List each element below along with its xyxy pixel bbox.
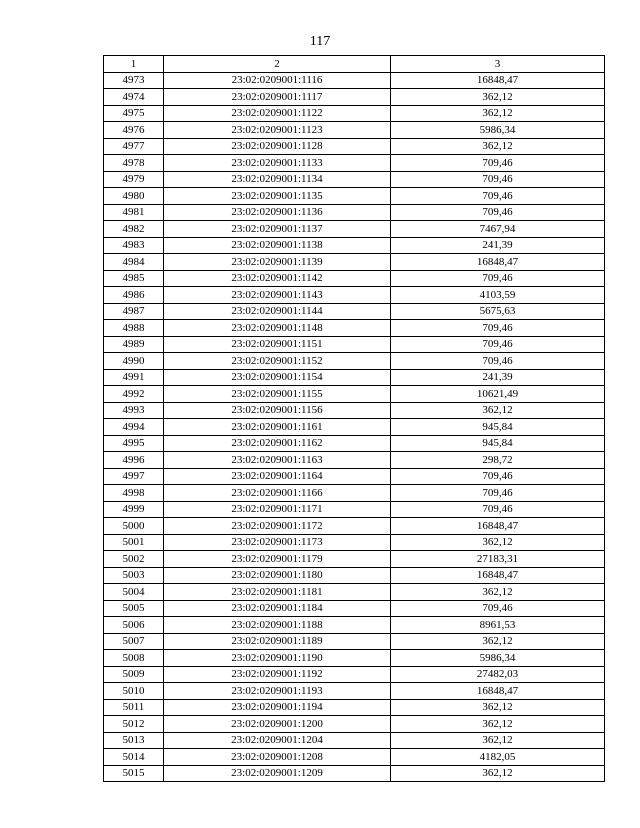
- cadastral-number-cell: 23:02:0209001:1133: [164, 155, 391, 172]
- page-number: 117: [309, 34, 331, 49]
- row-number-cell: 5013: [104, 732, 164, 749]
- table-row: [104, 732, 605, 749]
- cadastral-number-cell: 23:02:0209001:1137: [164, 221, 391, 238]
- row-number-cell: 4981: [104, 204, 164, 221]
- cadastral-number-cell: 23:02:0209001:1152: [164, 353, 391, 370]
- value-cell: 362,12: [391, 716, 605, 733]
- row-number-cell: 5002: [104, 551, 164, 568]
- value-cell: 709,46: [391, 600, 605, 617]
- cadastral-number-cell: 23:02:0209001:1139: [164, 254, 391, 271]
- table-row: [104, 501, 605, 518]
- cadastral-number-cell: 23:02:0209001:1135: [164, 188, 391, 205]
- value-cell: 4103,59: [391, 287, 605, 304]
- row-number-cell: 4984: [104, 254, 164, 271]
- value-cell: 5986,34: [391, 650, 605, 667]
- table-row: [104, 386, 605, 403]
- row-number-cell: 4973: [104, 72, 164, 89]
- row-number-cell: 5009: [104, 666, 164, 683]
- cadastral-number-cell: 23:02:0209001:1173: [164, 534, 391, 551]
- cadastral-number-cell: 23:02:0209001:1188: [164, 617, 391, 634]
- row-number-cell: 5015: [104, 765, 164, 782]
- row-number-cell: 5008: [104, 650, 164, 667]
- cadastral-number-cell: 23:02:0209001:1171: [164, 501, 391, 518]
- table-row: [104, 650, 605, 667]
- row-number-cell: 5011: [104, 699, 164, 716]
- table-row: [104, 699, 605, 716]
- table-row: [104, 468, 605, 485]
- column-header-2: 2: [164, 56, 391, 73]
- table-row: [104, 419, 605, 436]
- row-number-cell: 4994: [104, 419, 164, 436]
- value-cell: 16848,47: [391, 518, 605, 535]
- table-row: [104, 617, 605, 634]
- row-number-cell: 4988: [104, 320, 164, 337]
- value-cell: 709,46: [391, 320, 605, 337]
- row-number-cell: 4982: [104, 221, 164, 238]
- cadastral-number-cell: 23:02:0209001:1117: [164, 89, 391, 106]
- cadastral-number-cell: 23:02:0209001:1204: [164, 732, 391, 749]
- row-number-cell: 5007: [104, 633, 164, 650]
- cadastral-number-cell: 23:02:0209001:1116: [164, 72, 391, 89]
- column-header-1: 1: [104, 56, 164, 73]
- row-number-cell: 5010: [104, 683, 164, 700]
- cadastral-number-cell: 23:02:0209001:1162: [164, 435, 391, 452]
- row-number-cell: 4996: [104, 452, 164, 469]
- cadastral-number-cell: 23:02:0209001:1136: [164, 204, 391, 221]
- cadastral-number-cell: 23:02:0209001:1122: [164, 105, 391, 122]
- table-row: [104, 122, 605, 139]
- row-number-cell: 4997: [104, 468, 164, 485]
- table-row: [104, 204, 605, 221]
- row-number-cell: 4991: [104, 369, 164, 386]
- row-number-cell: 4990: [104, 353, 164, 370]
- row-number-cell: 5003: [104, 567, 164, 584]
- table-row: [104, 369, 605, 386]
- cadastral-number-cell: 23:02:0209001:1181: [164, 584, 391, 601]
- row-number-cell: 4976: [104, 122, 164, 139]
- table-row: [104, 188, 605, 205]
- table-row: [104, 683, 605, 700]
- table-row: [104, 138, 605, 155]
- table-row: [104, 633, 605, 650]
- value-cell: 945,84: [391, 419, 605, 436]
- value-cell: 27183,31: [391, 551, 605, 568]
- value-cell: 10621,49: [391, 386, 605, 403]
- cadastral-number-cell: 23:02:0209001:1123: [164, 122, 391, 139]
- cadastral-number-cell: 23:02:0209001:1180: [164, 567, 391, 584]
- row-number-cell: 4975: [104, 105, 164, 122]
- value-cell: 16848,47: [391, 567, 605, 584]
- value-cell: 241,39: [391, 237, 605, 254]
- table-row: [104, 353, 605, 370]
- cadastral-number-cell: 23:02:0209001:1144: [164, 303, 391, 320]
- value-cell: 362,12: [391, 138, 605, 155]
- table-row: [104, 716, 605, 733]
- cadastral-number-cell: 23:02:0209001:1200: [164, 716, 391, 733]
- table-row: [104, 402, 605, 419]
- row-number-cell: 5001: [104, 534, 164, 551]
- cadastral-number-cell: 23:02:0209001:1164: [164, 468, 391, 485]
- table-row: [104, 336, 605, 353]
- value-cell: 709,46: [391, 171, 605, 188]
- value-cell: 709,46: [391, 353, 605, 370]
- row-number-cell: 4980: [104, 188, 164, 205]
- value-cell: 709,46: [391, 336, 605, 353]
- cadastral-number-cell: 23:02:0209001:1143: [164, 287, 391, 304]
- cadastral-number-cell: 23:02:0209001:1155: [164, 386, 391, 403]
- cadastral-number-cell: 23:02:0209001:1166: [164, 485, 391, 502]
- cadastral-number-cell: 23:02:0209001:1156: [164, 402, 391, 419]
- cadastral-number-cell: 23:02:0209001:1128: [164, 138, 391, 155]
- value-cell: 709,46: [391, 485, 605, 502]
- cadastral-number-cell: 23:02:0209001:1163: [164, 452, 391, 469]
- table-row: [104, 584, 605, 601]
- column-header-3: 3: [391, 56, 605, 73]
- row-number-cell: 5012: [104, 716, 164, 733]
- value-cell: 362,12: [391, 633, 605, 650]
- row-number-cell: 4974: [104, 89, 164, 106]
- value-cell: 27482,03: [391, 666, 605, 683]
- value-cell: 362,12: [391, 89, 605, 106]
- value-cell: 4182,05: [391, 749, 605, 766]
- table-row: [104, 551, 605, 568]
- value-cell: 709,46: [391, 204, 605, 221]
- table-row: [104, 749, 605, 766]
- table-row: [104, 89, 605, 106]
- value-cell: 5986,34: [391, 122, 605, 139]
- table-row: [104, 666, 605, 683]
- table-row: [104, 72, 605, 89]
- value-cell: 709,46: [391, 188, 605, 205]
- table-row: [104, 171, 605, 188]
- cadastral-number-cell: 23:02:0209001:1209: [164, 765, 391, 782]
- table-row: [104, 105, 605, 122]
- value-cell: 7467,94: [391, 221, 605, 238]
- value-cell: 5675,63: [391, 303, 605, 320]
- row-number-cell: 5005: [104, 600, 164, 617]
- cadastral-number-cell: 23:02:0209001:1161: [164, 419, 391, 436]
- row-number-cell: 5004: [104, 584, 164, 601]
- table-row: [104, 518, 605, 535]
- table-row: [104, 303, 605, 320]
- value-cell: 362,12: [391, 402, 605, 419]
- row-number-cell: 4983: [104, 237, 164, 254]
- cadastral-number-cell: 23:02:0209001:1208: [164, 749, 391, 766]
- cadastral-number-cell: 23:02:0209001:1134: [164, 171, 391, 188]
- row-number-cell: 5014: [104, 749, 164, 766]
- cadastral-number-cell: 23:02:0209001:1194: [164, 699, 391, 716]
- cadastral-number-cell: 23:02:0209001:1184: [164, 600, 391, 617]
- row-number-cell: 4993: [104, 402, 164, 419]
- value-cell: 362,12: [391, 699, 605, 716]
- cadastral-number-cell: 23:02:0209001:1148: [164, 320, 391, 337]
- table-body: [104, 72, 605, 782]
- value-cell: 16848,47: [391, 72, 605, 89]
- row-number-cell: 4995: [104, 435, 164, 452]
- cadastral-number-cell: 23:02:0209001:1190: [164, 650, 391, 667]
- value-cell: 362,12: [391, 732, 605, 749]
- value-cell: 16848,47: [391, 254, 605, 271]
- table-row: [104, 287, 605, 304]
- value-cell: 945,84: [391, 435, 605, 452]
- row-number-cell: 4992: [104, 386, 164, 403]
- cadastral-number-cell: 23:02:0209001:1192: [164, 666, 391, 683]
- value-cell: 298,72: [391, 452, 605, 469]
- cadastral-number-cell: 23:02:0209001:1172: [164, 518, 391, 535]
- table-row: [104, 600, 605, 617]
- table-header-row: [104, 56, 605, 73]
- row-number-cell: 4986: [104, 287, 164, 304]
- table-row: [104, 237, 605, 254]
- value-cell: 709,46: [391, 270, 605, 287]
- row-number-cell: 4999: [104, 501, 164, 518]
- table-row: [104, 254, 605, 271]
- table-row: [104, 765, 605, 782]
- table-row: [104, 452, 605, 469]
- row-number-cell: 4977: [104, 138, 164, 155]
- table-row: [104, 155, 605, 172]
- value-cell: 241,39: [391, 369, 605, 386]
- cadastral-number-cell: 23:02:0209001:1179: [164, 551, 391, 568]
- cadastral-number-cell: 23:02:0209001:1138: [164, 237, 391, 254]
- row-number-cell: 4998: [104, 485, 164, 502]
- cadastral-number-cell: 23:02:0209001:1189: [164, 633, 391, 650]
- row-number-cell: 5006: [104, 617, 164, 634]
- value-cell: 362,12: [391, 105, 605, 122]
- row-number-cell: 5000: [104, 518, 164, 535]
- row-number-cell: 4989: [104, 336, 164, 353]
- value-cell: 8961,53: [391, 617, 605, 634]
- table-row: [104, 221, 605, 238]
- value-cell: 362,12: [391, 534, 605, 551]
- value-cell: 709,46: [391, 155, 605, 172]
- value-cell: 709,46: [391, 501, 605, 518]
- value-cell: 362,12: [391, 584, 605, 601]
- cadastral-number-cell: 23:02:0209001:1193: [164, 683, 391, 700]
- table-row: [104, 534, 605, 551]
- row-number-cell: 4979: [104, 171, 164, 188]
- table-row: [104, 435, 605, 452]
- row-number-cell: 4978: [104, 155, 164, 172]
- table-row: [104, 270, 605, 287]
- row-number-cell: 4985: [104, 270, 164, 287]
- cadastral-number-cell: 23:02:0209001:1142: [164, 270, 391, 287]
- value-cell: 362,12: [391, 765, 605, 782]
- table-row: [104, 567, 605, 584]
- cadastral-number-cell: 23:02:0209001:1154: [164, 369, 391, 386]
- row-number-cell: 4987: [104, 303, 164, 320]
- table-row: [104, 485, 605, 502]
- table-row: [104, 320, 605, 337]
- value-cell: 709,46: [391, 468, 605, 485]
- cadastral-number-cell: 23:02:0209001:1151: [164, 336, 391, 353]
- value-cell: 16848,47: [391, 683, 605, 700]
- registry-table: [103, 55, 605, 782]
